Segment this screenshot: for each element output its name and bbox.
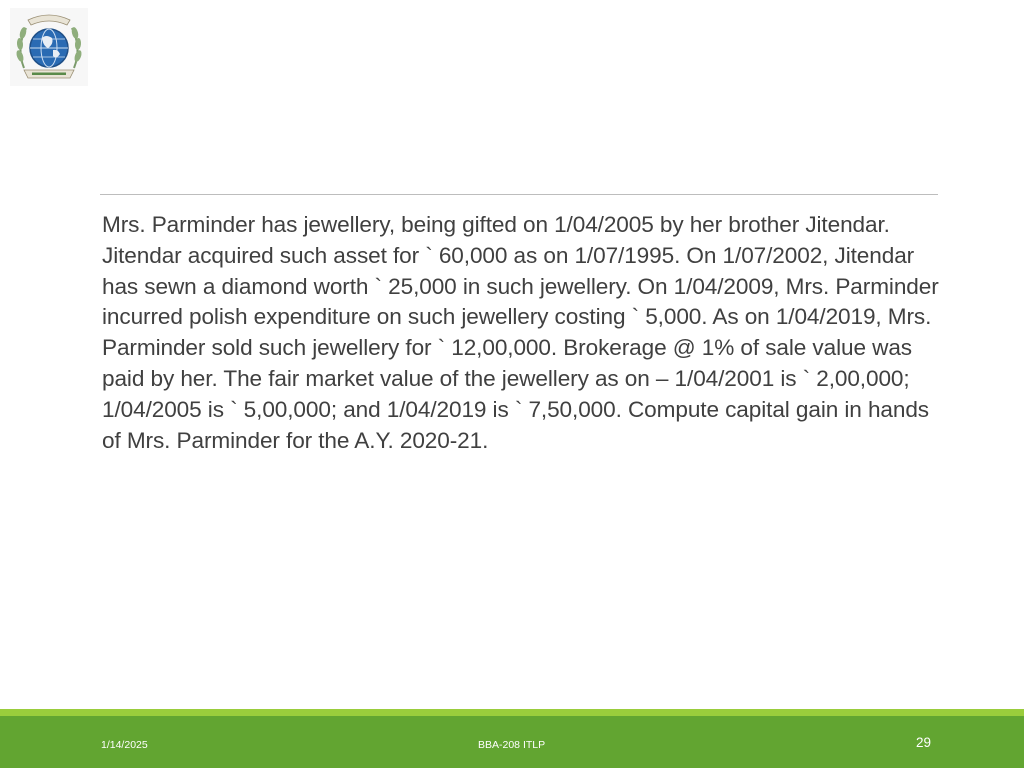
footer-date: 1/14/2025 (101, 739, 148, 751)
footer-accent-stripe (0, 709, 1024, 716)
slide-number: 29 (916, 735, 932, 750)
institution-logo (10, 8, 88, 86)
title-divider (100, 194, 938, 195)
footer-course: BBA-208 ITLP (478, 739, 546, 751)
slide-body-text: Mrs. Parminder has jewellery, being gifted on 1/04/2005 by her brother Jitendar. Jitendar acquired such asset for ` 60,000 as on 1/07/1995. On 1/07/2002, Jitendar has sewn a diamond worth ` 25,000 in such jewellery. On 1/04/2009, Mrs. Parminder incurred polish expenditure on such jewellery costing ` 5,000. As on 1/04/2019, Mrs. Parminder sold such jewellery for ` 12,00,000. Brokerage @ 1% of sale value was paid by her. The fair market value of the jewellery as on – 1/04/2001 is ` 2,00,000; 1/04/2005 is ` 5,00,000; and 1/04/2019 is ` 7,50,000. Compute capital gain in hands of Mrs. Parminder for the A.Y. 2020-21. (102, 212, 939, 453)
